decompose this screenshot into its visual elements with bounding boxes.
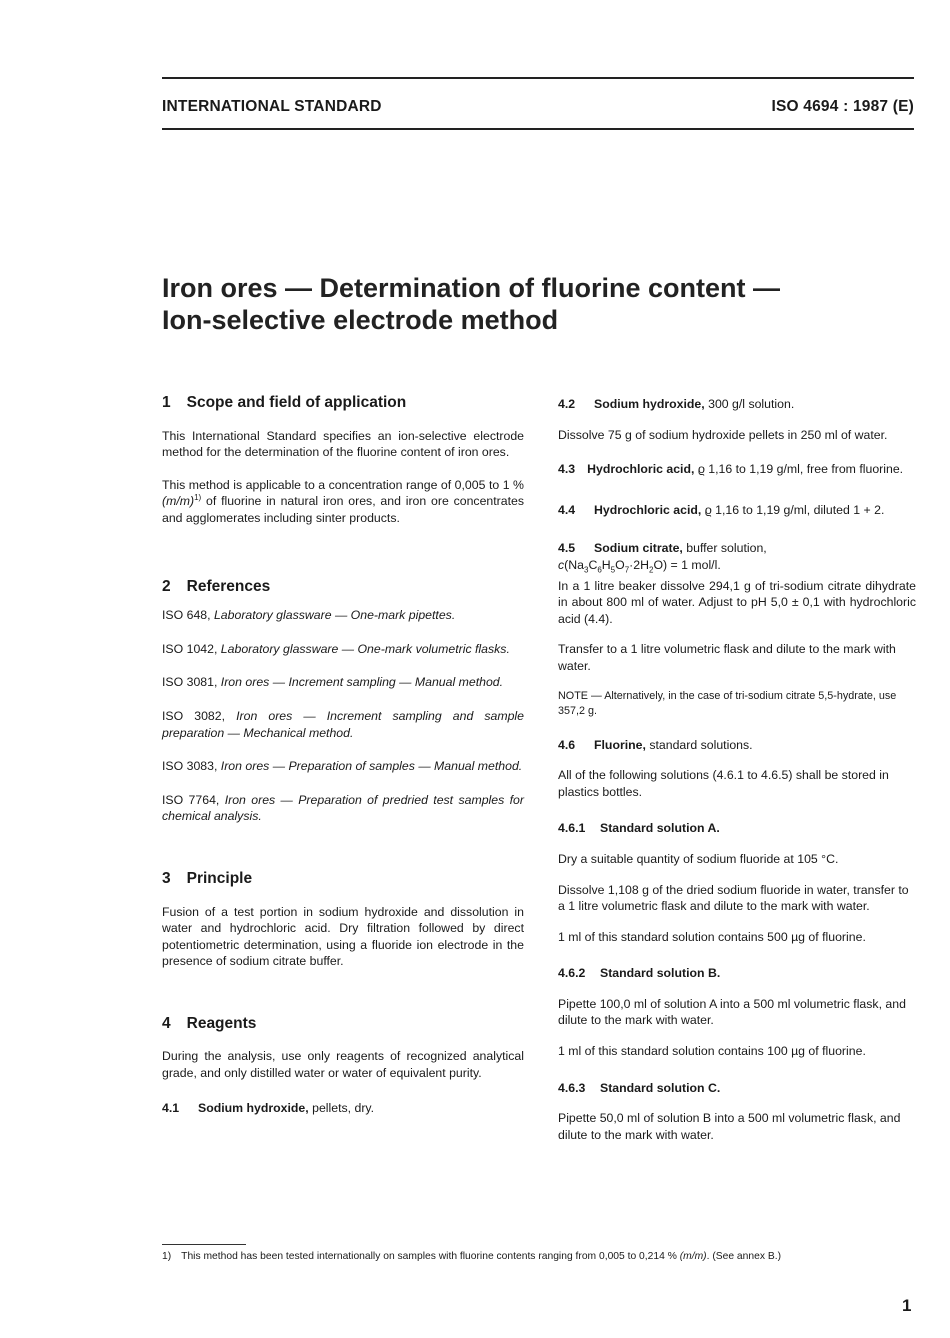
header-top-rule <box>162 77 914 79</box>
right-column <box>558 395 916 1143</box>
reagent-4-6-1-text-1: Dry a suitable quantity of sodium fluoride at 105 °C. <box>558 851 839 866</box>
reagent-4-6-1: 4.6.1 Standard solution A. <box>558 821 720 836</box>
reference-item: ISO 3082, Iron ores — Increment sampling and sample preparation — Mechanical method. <box>162 708 524 740</box>
document-title: Iron ores — Determination of fluorine content — Ion-selective electrode method <box>162 273 781 335</box>
reference-item: ISO 1042, Laboratory glassware — One-mark volumetric flasks. <box>162 641 510 656</box>
reagents-paragraph: During the analysis, use only reagents of recognized analytical grade, and only distilled water or water of equivalent purity. <box>162 1049 524 1081</box>
reagent-4-2-text: Dissolve 75 g of sodium hydroxide pellets in 250 ml of water. <box>558 427 888 442</box>
page-number: 1 <box>902 1296 912 1315</box>
reference-item: ISO 7764, Iron ores — Preparation of predried test samples for chemical analysis. <box>162 792 524 824</box>
reagent-4-6-1-text-2: Dissolve 1,108 g of the dried sodium fluoride in water, transfer to a 1 litre volumetric flask and dilute to the mark with water. <box>558 882 909 914</box>
reagent-4-6-2: 4.6.2 Standard solution B. <box>558 966 721 981</box>
reference-item: ISO 648, Laboratory glassware — One-mark pipettes. <box>162 608 456 623</box>
reagent-4-5-text-1: In a 1 litre beaker dissolve 294,1 g of tri-sodium citrate dihydrate in about 800 ml of water. Adjust to pH 5,0 ± 0,1 with hydrochloric acid (4.4). <box>558 578 916 626</box>
references-list <box>162 607 524 825</box>
header-standard-number: ISO 4694 : 1987 (E) <box>771 98 914 115</box>
reagent-4-6-text: All of the following solutions (4.6.1 to 4.6.5) shall be stored in plastics bottles. <box>558 768 889 799</box>
section-3-heading: 3 Principle <box>162 869 253 887</box>
reagent-4-6: 4.6 Fluorine, standard solutions. <box>558 737 753 752</box>
section-1-heading: 1 Scope and field of application <box>162 394 407 411</box>
reagent-4-4: 4.4 Hydrochloric acid, ϱ 1,16 to 1,19 g/ml, diluted 1 + 2. <box>558 502 885 517</box>
section-2-heading: 2 References <box>162 577 271 595</box>
left-column <box>162 395 524 1116</box>
header-bottom-rule <box>162 128 914 130</box>
reference-item: ISO 3081, Iron ores — Increment sampling — Manual method. <box>162 675 504 690</box>
reagent-4-5: 4.5 Sodium citrate, buffer solution, <box>558 541 767 556</box>
reagent-4-1: 4.1 Sodium hydroxide, pellets, dry. <box>162 1100 375 1115</box>
section-4-heading: 4 Reagents <box>162 1014 257 1032</box>
reference-item: ISO 3083, Iron ores — Preparation of samples — Manual method. <box>162 759 523 774</box>
principle-paragraph: Fusion of a test portion in sodium hydroxide and dissolution in water and hydrochloric acid. Dry filtration followed by direct potentiometric determination, using a fluoride ion electrode in the presence of sodium citrate buffer. <box>162 904 524 969</box>
reagent-4-5-text-2: Transfer to a 1 litre volumetric flask and dilute to the mark with water. <box>558 642 896 673</box>
header-standard-label: INTERNATIONAL STANDARD <box>162 98 382 115</box>
reagent-4-6-1-text-3: 1 ml of this standard solution contains 500 µg of fluorine. <box>558 929 866 944</box>
reagent-4-2: 4.2 Sodium hydroxide, 300 g/l solution. <box>558 397 795 411</box>
reagent-4-5-formula: $c(Na_3C_6H_5O_7\cdot 2H_2O) = 1$ mol/l. <box>558 557 721 575</box>
scope-paragraph-2: This method is applicable to a concentration range of 0,005 to 1 % $(m/m)^{1)}$ of fluorine in natural iron ores, and iron ore concentrates and agglomerates including sinter products. <box>162 477 524 525</box>
reagent-4-6-2-text-1: Pipette 100,0 ml of solution A into a 500 ml volumetric flask, and dilute to the mark with water. <box>558 996 906 1028</box>
reagent-4-6-3-text-1: Pipette 50,0 ml of solution B into a 500 ml volumetric flask, and dilute to the mark with water. <box>558 1111 901 1142</box>
reagent-4-3: 4.3 Hydrochloric acid, ϱ 1,16 to 1,19 g/ml, free from fluorine. <box>558 462 904 477</box>
reagent-4-5-note: NOTE — Alternatively, in the case of tri-sodium citrate 5,5-hydrate, use 357,2 g. <box>558 689 897 717</box>
reagent-4-6-2-text-2: 1 ml of this standard solution contains 100 µg of fluorine. <box>558 1044 866 1059</box>
scope-paragraph-1: This International Standard specifies an ion-selective electrode method for the determination of the fluorine content of iron ores. <box>162 428 524 460</box>
footnote-rule <box>162 1244 246 1245</box>
reagent-4-6-3: 4.6.3 Standard solution C. <box>558 1080 721 1095</box>
footnote: 1) This method has been tested internationally on samples with fluorine contents ranging from 0,005 to 0,214 % (m/m). (See annex B.) <box>162 1251 781 1262</box>
